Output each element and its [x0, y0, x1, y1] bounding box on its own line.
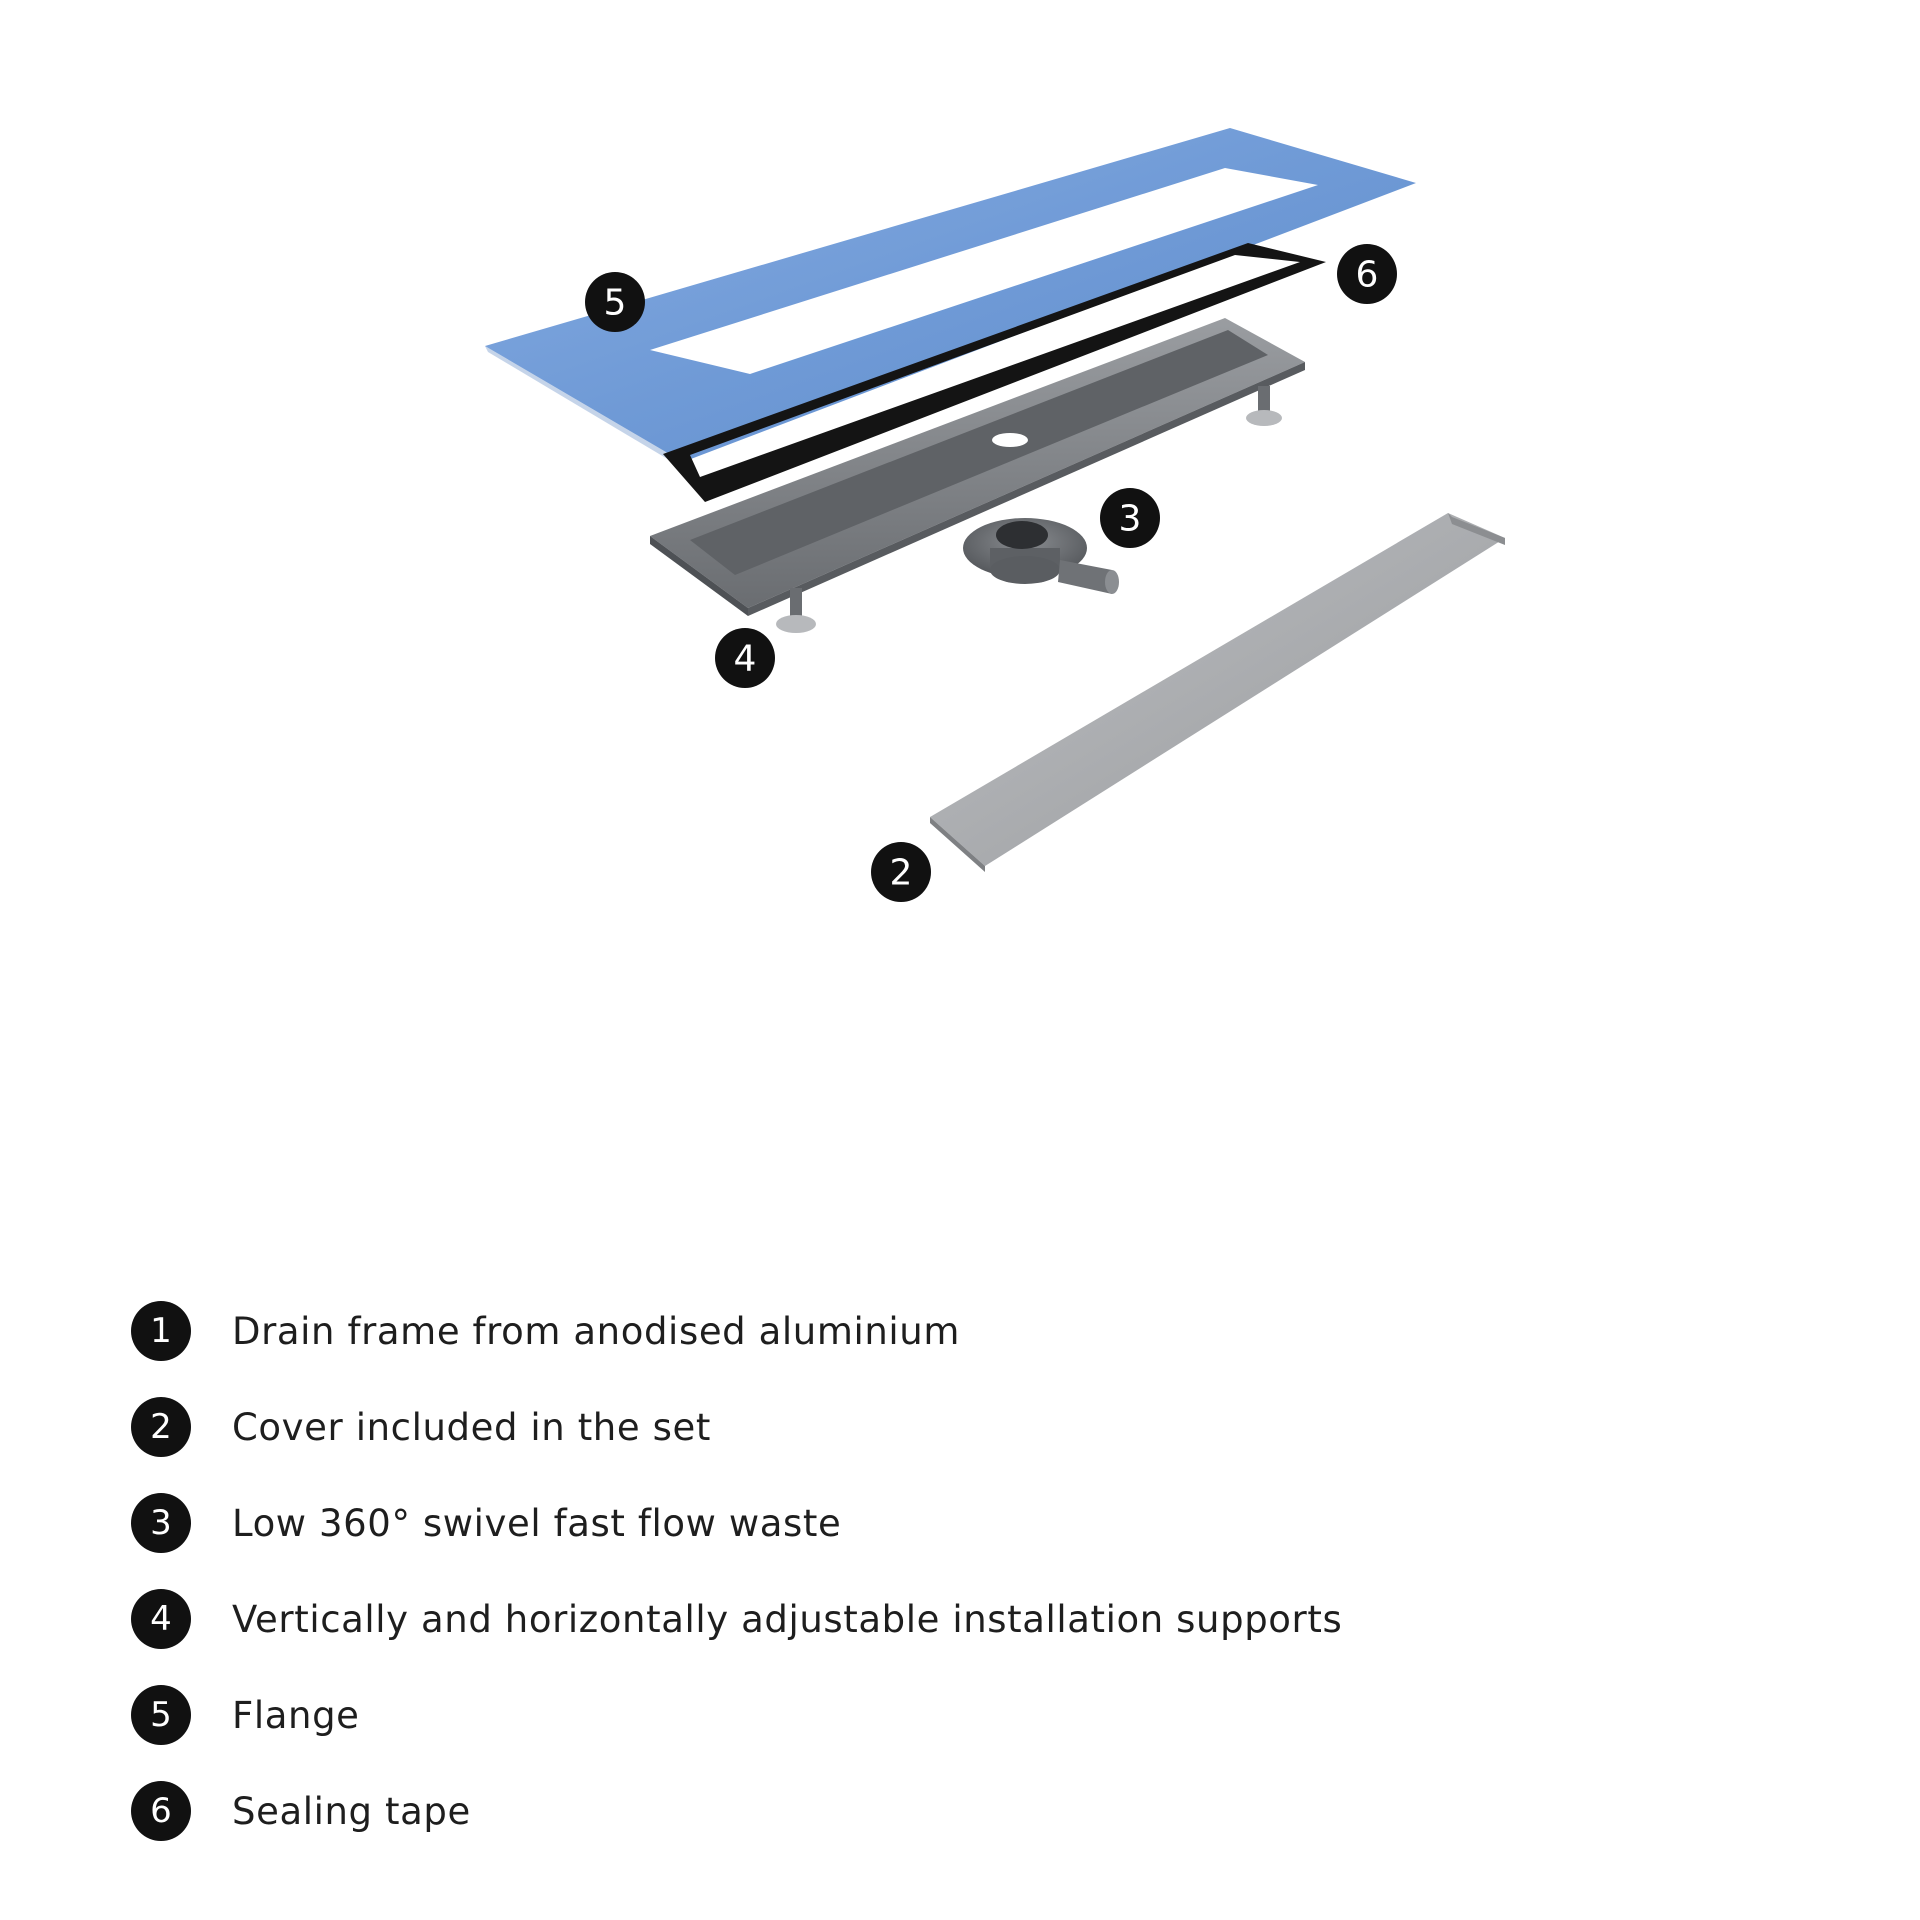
callout-6: [1337, 244, 1397, 304]
legend-number-badge: 5: [131, 1685, 191, 1745]
svg-text:3: 3: [1118, 498, 1142, 540]
parts-legend: [131, 1283, 1731, 1859]
legend-label: Sealing tape: [232, 1789, 471, 1833]
svg-text:6: 6: [1355, 254, 1379, 296]
waste-part: [963, 518, 1119, 594]
legend-item: [131, 1475, 1731, 1571]
legend-item: [131, 1667, 1731, 1763]
callout-3: [1100, 488, 1160, 548]
legend-number-badge: 4: [131, 1589, 191, 1649]
legend-number-badge: 1: [131, 1301, 191, 1361]
svg-text:2: 2: [889, 852, 913, 894]
callout-5: [585, 272, 645, 332]
callout-4: [715, 628, 775, 688]
legend-number-badge: 3: [131, 1493, 191, 1553]
legend-label: Drain frame from anodised aluminium: [232, 1309, 960, 1353]
legend-item: [131, 1763, 1731, 1859]
legend-item: [131, 1379, 1731, 1475]
legend-label: Cover included in the set: [232, 1405, 711, 1449]
svg-text:5: 5: [603, 282, 627, 324]
legend-item: [131, 1571, 1731, 1667]
legend-label: Vertically and horizontally adjustable installation supports: [232, 1597, 1343, 1641]
legend-label: Flange: [232, 1693, 360, 1737]
callout-2: [871, 842, 931, 902]
legend-label: Low 360° swivel fast flow waste: [232, 1501, 842, 1545]
legend-item: [131, 1283, 1731, 1379]
svg-text:4: 4: [733, 638, 757, 680]
legend-number-badge: 6: [131, 1781, 191, 1841]
legend-number-badge: 2: [131, 1397, 191, 1457]
